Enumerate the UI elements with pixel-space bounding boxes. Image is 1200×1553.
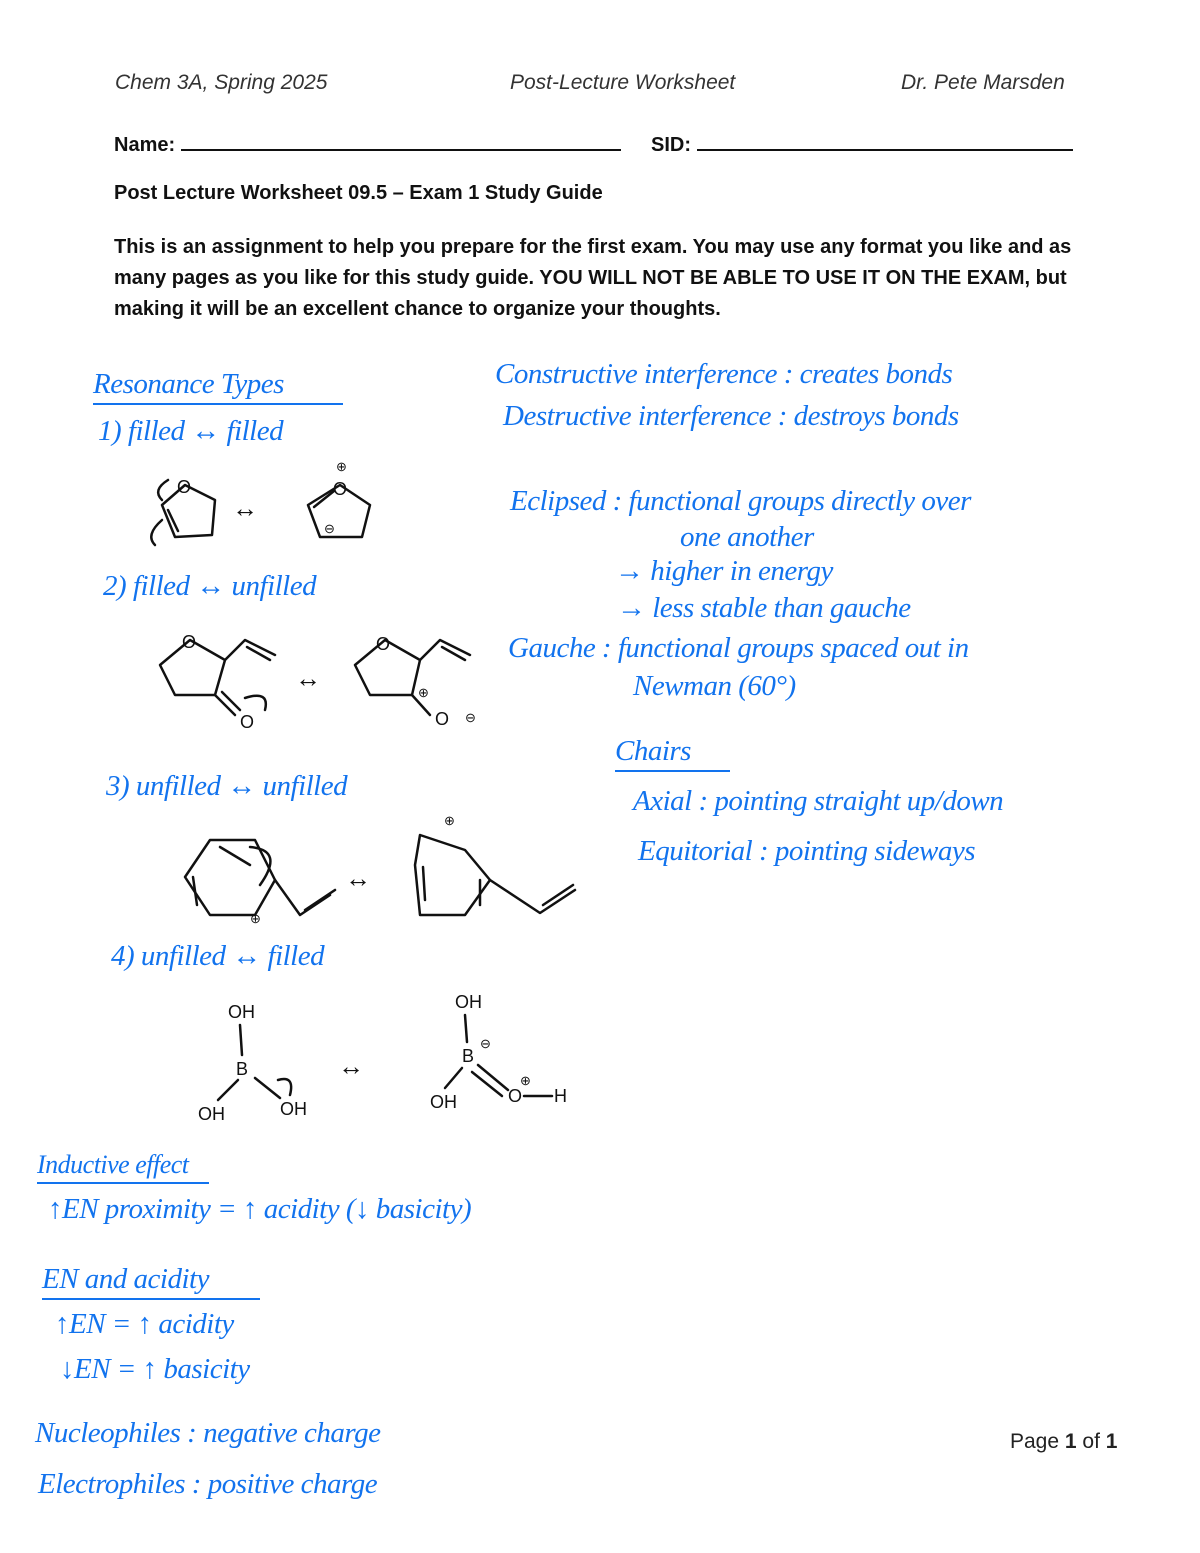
negative-charge: ⊖ bbox=[465, 710, 476, 725]
resonance-type-2: 2) filled ↔ unfilled bbox=[103, 570, 317, 602]
bond bbox=[240, 1025, 242, 1055]
double-bond bbox=[442, 647, 465, 660]
bond bbox=[255, 1078, 280, 1098]
resonance-example-1 bbox=[140, 455, 390, 555]
chairs-heading: Chairs bbox=[615, 735, 730, 772]
negative-charge: ⊖ bbox=[480, 1036, 491, 1051]
destructive-interference-note: Destructive interference : destroys bonds bbox=[503, 400, 959, 432]
axial-note: Axial : pointing straight up/down bbox=[633, 785, 1004, 817]
resonance-example-3 bbox=[175, 805, 585, 935]
equatorial-note: Equitorial : pointing sideways bbox=[638, 835, 976, 867]
page-number bbox=[1010, 1430, 1117, 1454]
oxygen-atom: O bbox=[333, 479, 348, 499]
resonance-example-4 bbox=[190, 990, 590, 1125]
double-bond bbox=[423, 867, 425, 900]
eclipsed-note-cont: one another bbox=[680, 521, 814, 553]
resonance-type-4: 4) unfilled ↔ filled bbox=[111, 940, 325, 972]
resonance-arrow: ↔ bbox=[295, 663, 321, 693]
resonance-heading: Resonance Types bbox=[93, 368, 343, 405]
double-bond bbox=[247, 647, 270, 660]
resonance-example-2 bbox=[150, 620, 490, 740]
resonance-arrow: ↔ bbox=[338, 1051, 364, 1081]
en-acidity-rule-1: ↑EN = ↑ acidity bbox=[55, 1308, 234, 1340]
oxygen-atom: O bbox=[376, 634, 391, 654]
hydroxyl-group: OH bbox=[455, 992, 482, 1012]
positive-charge: ⊕ bbox=[250, 911, 261, 926]
resonance-arrow: ↔ bbox=[232, 493, 258, 523]
inductive-heading: Inductive effect bbox=[37, 1150, 209, 1184]
carbonyl-bond bbox=[215, 695, 235, 715]
boron-atom: B bbox=[236, 1059, 249, 1079]
double-bond bbox=[472, 1072, 502, 1096]
bond bbox=[445, 1068, 462, 1088]
oxygen-atom: O bbox=[435, 709, 450, 729]
nucleophiles-note: Nucleophiles : negative charge bbox=[35, 1417, 381, 1449]
hydroxyl-group: OH bbox=[280, 1099, 307, 1119]
sid-blank[interactable] bbox=[697, 131, 1073, 151]
en-acidity-rule-2: ↓EN = ↑ basicity bbox=[60, 1353, 250, 1385]
page-label: Page bbox=[1010, 1430, 1060, 1453]
sid-label: SID: bbox=[651, 134, 691, 156]
hydroxyl-group: OH bbox=[228, 1002, 255, 1022]
resonance-type-1: 1) filled ↔ filled bbox=[98, 415, 284, 447]
vinyl-bond bbox=[490, 880, 575, 913]
boron-atom: B bbox=[462, 1046, 475, 1066]
positive-charge: ⊕ bbox=[336, 459, 347, 474]
ring-bond bbox=[185, 840, 275, 915]
curved-arrow bbox=[151, 520, 162, 545]
name-field[interactable] bbox=[114, 131, 621, 157]
hydroxyl-group: OH bbox=[430, 1092, 457, 1112]
gauche-note: Gauche : functional groups spaced out in bbox=[508, 632, 969, 664]
current-page: 1 bbox=[1064, 1430, 1077, 1453]
double-bond bbox=[305, 890, 335, 910]
name-label: Name: bbox=[114, 134, 176, 156]
gauche-note-cont: Newman (60°) bbox=[633, 670, 796, 702]
positive-charge: ⊕ bbox=[444, 813, 455, 828]
positive-charge: ⊕ bbox=[520, 1073, 531, 1088]
positive-charge: ⊕ bbox=[418, 685, 429, 700]
resonance-type-3: 3) unfilled ↔ unfilled bbox=[106, 770, 348, 802]
doc-type-header: Post-Lecture Worksheet bbox=[510, 71, 736, 94]
hydroxyl-group: OH bbox=[198, 1104, 225, 1124]
bond bbox=[218, 1080, 238, 1100]
oxygen-atom: O bbox=[240, 712, 255, 732]
page-of-label: of bbox=[1082, 1430, 1100, 1453]
constructive-interference-note: Constructive interference : creates bonds bbox=[495, 358, 953, 390]
curved-arrow bbox=[158, 480, 168, 500]
oxygen-atom: O bbox=[182, 632, 197, 652]
instructions: This is an assignment to help you prepare for the first exam. You may use any format you like and as many pages as you like for this study guide. YOU WILL NOT BE ABLE TO USE IT ON THE EXAM, but making it will be an excellent chance to organize your thoughts. bbox=[114, 236, 1072, 320]
en-acidity-heading: EN and acidity bbox=[42, 1263, 260, 1300]
sid-field[interactable] bbox=[651, 131, 1073, 157]
name-blank[interactable] bbox=[181, 131, 621, 151]
total-pages: 1 bbox=[1105, 1430, 1118, 1453]
double-bond bbox=[222, 692, 240, 710]
instructor-header: Dr. Pete Marsden bbox=[901, 71, 1065, 94]
eclipsed-note: Eclipsed : functional groups directly over bbox=[510, 485, 971, 517]
double-bond bbox=[220, 847, 250, 865]
curved-arrow bbox=[278, 1079, 291, 1095]
resonance-arrow: ↔ bbox=[345, 863, 371, 893]
eclipsed-point-2: → less stable than gauche bbox=[617, 592, 911, 624]
curved-arrow bbox=[245, 696, 266, 710]
eclipsed-point-1: → higher in energy bbox=[615, 555, 833, 587]
oxygen-atom: O bbox=[508, 1086, 523, 1106]
double-bond bbox=[478, 1065, 508, 1090]
inductive-rule: ↑EN proximity = ↑ acidity (↓ basicity) bbox=[48, 1193, 472, 1225]
course-header: Chem 3A, Spring 2025 bbox=[115, 71, 328, 94]
bond bbox=[465, 1015, 467, 1042]
oxygen-atom: O bbox=[177, 477, 192, 497]
electrophiles-note: Electrophiles : positive charge bbox=[38, 1468, 378, 1500]
worksheet-title: Post Lecture Worksheet 09.5 – Exam 1 Study Guide bbox=[114, 182, 603, 204]
negative-charge: ⊖ bbox=[324, 521, 335, 536]
hydrogen-atom: H bbox=[554, 1086, 567, 1106]
